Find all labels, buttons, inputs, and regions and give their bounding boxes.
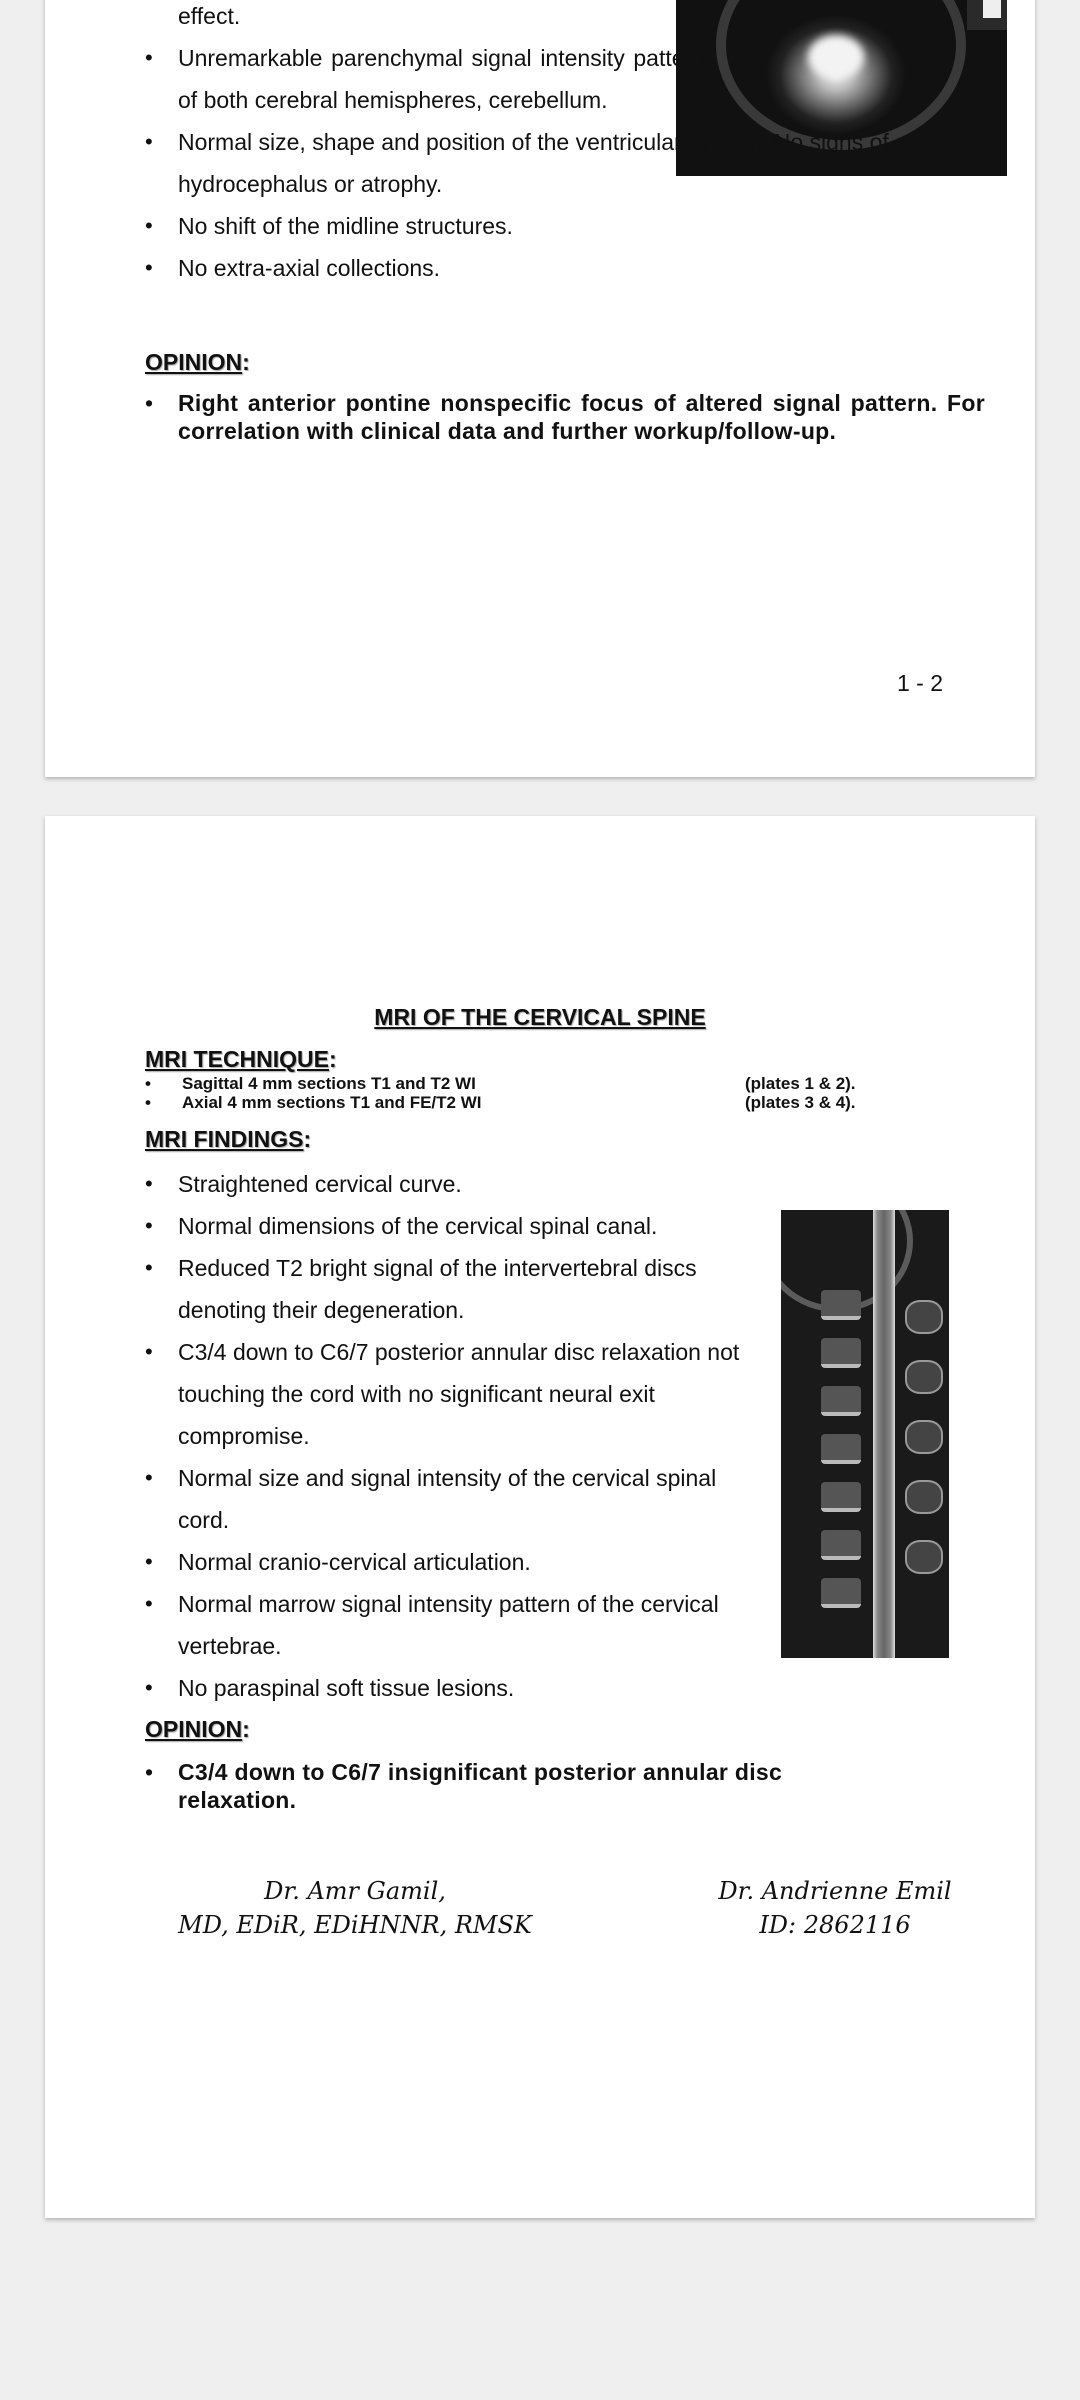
opinion-item: • C3/4 down to C6/7 insignificant posterior annular disc relaxation. [145,1758,845,1814]
image-corner-mark [983,0,1001,18]
signature-name: Dr. Andrienne Emil [718,1877,952,1905]
finding-item: • Straightened cervical curve. [145,1163,768,1205]
signature-name: Dr. Amr Gamil, [264,1877,446,1905]
opinion-heading-2: OPINION: [145,1716,250,1742]
finding-item: • Normal marrow signal intensity pattern of the cervical vertebrae. [145,1583,748,1667]
signature-credentials: MD, EDiR, EDiHNNR, RMSK [178,1911,532,1939]
brain-findings-list [145,37,953,289]
spinous-process [905,1300,943,1334]
finding-item: • Unremarkable parenchymal signal intensity pattern of both cerebral hemispheres, cerebellum. [145,37,705,121]
signature-block-right [675,1874,995,1942]
vertebra [821,1290,861,1320]
opinion-colon: : [242,349,250,375]
vertebra [821,1482,861,1512]
report-page-1 [45,0,1035,777]
finding-item: • Normal size, shape and position of the ventricular system. No signs of hydrocephalus or atrophy. [145,121,953,205]
technique-item: • Sagittal 4 mm sections T1 and T2 WI (plates 1 & 2). [145,1074,905,1093]
vertebra [821,1386,861,1416]
opinion-list-2 [145,1758,845,1814]
vertebra [821,1434,861,1464]
opinion-colon: : [242,1716,250,1742]
page-number: 1 - 2 [896,670,943,696]
signature-block-left [145,1874,565,1942]
report-page-2 [45,816,1035,2218]
findings-colon: : [303,1126,312,1152]
spinous-process [905,1480,943,1514]
plates-ref: (plates 3 & 4). [745,1093,856,1112]
findings-heading: MRI FINDINGS: [145,1126,312,1152]
vertebra [821,1530,861,1560]
signature-credentials: ID: 2862116 [759,1911,911,1939]
spine-findings-list [145,1163,768,1709]
finding-item: • No paraspinal soft tissue lesions. [145,1667,768,1709]
finding-item: • Normal dimensions of the cervical spinal canal. [145,1205,768,1247]
vertebra [821,1338,861,1368]
opinion-item: • Right anterior pontine nonspecific focus of altered signal pattern. For correlation with clinical data and further workup/follow-up. [145,389,985,445]
partial-finding-text: effect. [178,3,241,29]
finding-item: • No shift of the midline structures. [145,205,953,247]
spinous-process [905,1540,943,1574]
report-title: MRI OF THE CERVICAL SPINE [374,1004,706,1030]
opinion-list-1 [145,389,985,445]
technique-heading: MRI TECHNIQUE: [145,1046,337,1072]
spinal-cord [873,1210,895,1658]
technique-colon: : [329,1046,337,1072]
finding-item: • Normal cranio-cervical articulation. [145,1541,768,1583]
finding-item: • Normal size and signal intensity of the cervical spinal cord. [145,1457,748,1541]
opinion-heading-1: OPINION: [145,349,250,375]
finding-item: • Reduced T2 bright signal of the intervertebral discs denoting their degeneration. [145,1247,748,1331]
technique-list [145,1074,905,1112]
spinous-process [905,1420,943,1454]
spinous-process [905,1360,943,1394]
plates-ref: (plates 1 & 2). [745,1074,856,1093]
cervical-spine-mri-image [781,1210,949,1658]
vertebra [821,1578,861,1608]
finding-item: • No extra-axial collections. [145,247,953,289]
technique-item: • Axial 4 mm sections T1 and FE/T2 WI (plates 3 & 4). [145,1093,905,1112]
finding-item: • C3/4 down to C6/7 posterior annular disc relaxation not touching the cord with no significant neural exit compromise. [145,1331,768,1457]
